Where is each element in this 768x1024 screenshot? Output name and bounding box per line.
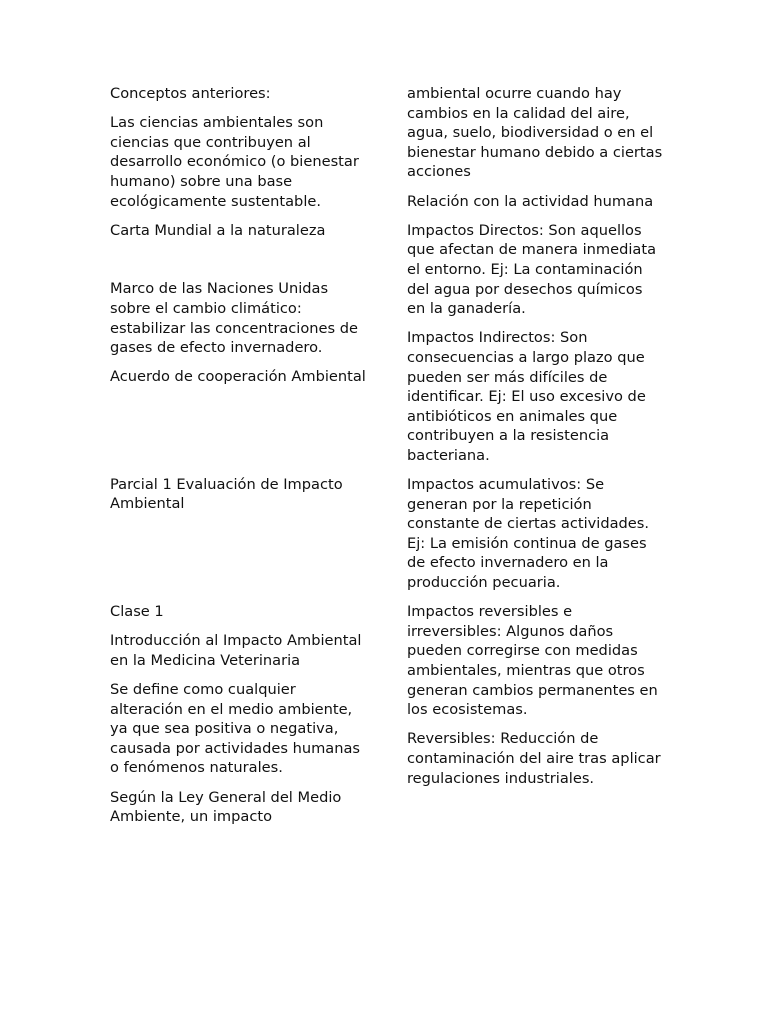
paragraph-marco-naciones-unidas: Marco de las Naciones Unidas sobre el cambio climático: estabilizar las concentraciones de gases de efecto invernadero.: [110, 280, 358, 357]
right-column: [407, 84, 665, 798]
left-column: [110, 84, 372, 836]
paragraph-impactos-acumulativos: Impactos acumulativos: Se generan por la repetición constante de ciertas actividades. Ej: La emisión continua de gases de efecto invernadero en la producción pecuaria.: [407, 476, 650, 592]
blank-line: [110, 250, 372, 279]
paragraph-clase-1: Clase 1: [110, 603, 164, 621]
paragraph-introduccion: Introducción al Impacto Ambiental en la Medicina Veterinaria: [110, 632, 362, 669]
paragraph-ciencias-ambientales: Las ciencias ambientales son ciencias que contribuyen al desarrollo económico (o bienestar humano) sobre una base ecológicamente sustentable.: [110, 114, 359, 210]
paragraph-ley-continuacion: ambiental ocurre cuando hay cambios en la calidad del aire, agua, suelo, biodiversidad o en el bienestar humano debido a ciertas acciones: [407, 85, 663, 181]
paragraph-impactos-directos: Impactos Directos: Son aquellos que afectan de manera inmediata el entorno. Ej: La contaminación del agua por desechos químicos en la ganadería.: [407, 221, 657, 318]
paragraph-relacion-actividad: Relación con la actividad humana: [407, 192, 654, 210]
paragraph-parcial-heading: Parcial 1 Evaluación de Impacto Ambiental: [110, 475, 343, 513]
paragraph-conceptos-anteriores: Conceptos anteriores:: [110, 85, 271, 102]
paragraph-reversibles-ejemplo: Reversibles: Reducción de contaminación del aire tras aplicar regulaciones industriales.: [407, 730, 661, 787]
paragraph-impactos-indirectos: Impactos Indirectos: Son consecuencias a largo plazo que pueden ser más difíciles de identificar. Ej: El uso excesivo de antibióticos en animales que contribuyen a la resistencia bacteriana.: [407, 329, 646, 464]
paragraph-carta-mundial: Carta Mundial a la naturaleza: [110, 221, 326, 239]
paragraph-ley-general: Según la Ley General del Medio Ambiente, un impacto: [110, 788, 342, 826]
paragraph-impactos-reversibles: Impactos reversibles e irreversibles: Algunos daños pueden corregirse con medidas ambientales, mientras que otros generan cambios permanentes en los ecosistemas.: [407, 603, 658, 719]
blank-lines: [110, 524, 372, 602]
paragraph-acuerdo-cooperacion: Acuerdo de cooperación Ambiental: [110, 368, 366, 386]
blank-lines: [110, 396, 372, 474]
paragraph-definicion: Se define como cualquier alteración en el medio ambiente, ya que sea positiva o negativa, causada por actividades humanas o fenómenos naturales.: [110, 681, 361, 777]
